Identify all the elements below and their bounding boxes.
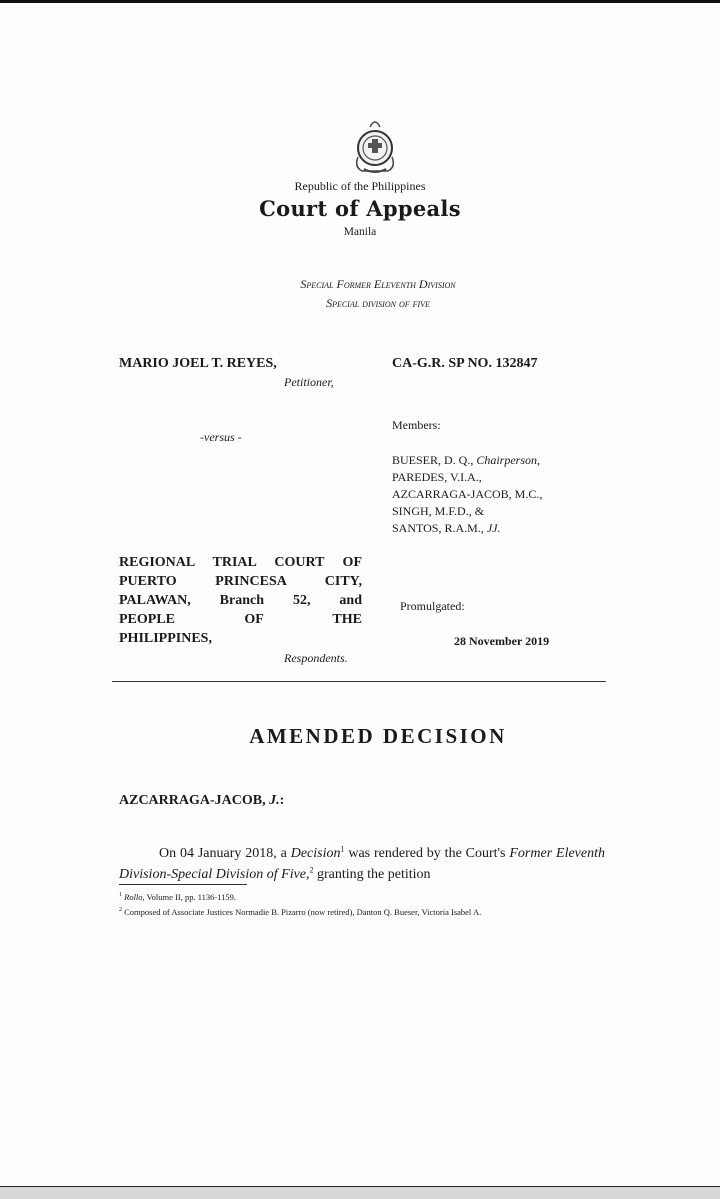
respondent-line: PALAWAN, Branch 52, and: [119, 593, 362, 608]
petitioner-role: Petitioner,: [284, 375, 334, 389]
respondent-line: REGIONAL TRIAL COURT OF: [119, 555, 362, 570]
petitioner-name: MARIO JOEL T. REYES,: [119, 356, 277, 371]
division-line-2: Special division of five: [326, 296, 430, 310]
member-item: [392, 503, 542, 520]
member-role: Chairperson,: [476, 453, 541, 467]
ponente-suffix: J.: [269, 793, 280, 808]
court-name: Court of Appeals: [259, 196, 461, 221]
footnote-text: Composed of Associate Justices Normadie B. Pizarro (now retired), Danton Q. Bueser, Victoria Isabel A.: [122, 906, 482, 917]
division-line-1: Special Former Eleventh Division: [300, 277, 456, 291]
decision-title: AMENDED DECISION: [249, 724, 507, 748]
member-name: PAREDES, V.I.A.,: [392, 470, 482, 484]
promulgated-date: 28 November 2019: [454, 634, 550, 648]
member-name: BUESER, D. Q.,: [392, 453, 474, 467]
footnote-number: 1: [119, 892, 122, 898]
republic-line: Republic of the Philippines: [294, 179, 426, 193]
footnote-item: [119, 904, 639, 919]
versus-label: -versus -: [200, 430, 242, 444]
footnote-item: [119, 889, 639, 904]
footnote-number: 2: [119, 906, 122, 913]
respondent-line: PEOPLE OF THE: [119, 612, 362, 627]
respondent-line: PHILIPPINES,: [119, 631, 212, 646]
para-text: On 04 January 2018, a: [159, 846, 291, 861]
footnotes: [119, 889, 639, 919]
promulgated-label: Promulgated:: [400, 599, 465, 613]
footnote-text: , Volume II, pp. 1136-1159.: [142, 891, 237, 902]
para-text: granting the petition: [313, 867, 431, 882]
members-label: Members:: [392, 418, 441, 432]
member-role: JJ.: [486, 521, 501, 535]
footnote-divider: [119, 884, 247, 885]
para-text: was rendered by the Court's: [344, 846, 510, 861]
member-item: [392, 486, 542, 503]
top-border: [0, 0, 720, 3]
member-item: [392, 469, 542, 486]
ponente-name: AZCARRAGA-JACOB,: [119, 793, 266, 808]
members-list: [392, 452, 542, 537]
court-seal-icon: [348, 117, 402, 177]
case-number: CA-G.R. SP NO. 132847: [392, 356, 538, 371]
respondent-line: PUERTO PRINCESA CITY,: [119, 574, 362, 589]
respondent-names: [119, 553, 362, 648]
member-name: SANTOS, R.A.M.,: [392, 521, 484, 535]
member-item: [392, 452, 542, 469]
member-name: AZCARRAGA-JACOB, M.C.,: [392, 487, 543, 501]
ponente-line: [119, 793, 284, 809]
para-italic: Decision: [290, 846, 341, 861]
respondent-role: Respondents.: [284, 651, 348, 665]
footnote-ref: 2: [309, 865, 314, 875]
caption-divider: [112, 681, 606, 682]
city-line: Manila: [343, 226, 377, 238]
member-item: [392, 520, 542, 537]
para-italic: Former Eleventh Division-Special Division of Five: [119, 846, 605, 882]
para-text: ,: [306, 867, 310, 882]
footnote-ref: 1: [340, 844, 345, 854]
ponente-colon: :: [279, 793, 285, 808]
bottom-border: [0, 1186, 720, 1199]
member-name: SINGH, M.F.D., &: [392, 504, 485, 518]
footnote-italic: Rollo: [124, 891, 143, 902]
body-paragraph: [119, 843, 605, 885]
